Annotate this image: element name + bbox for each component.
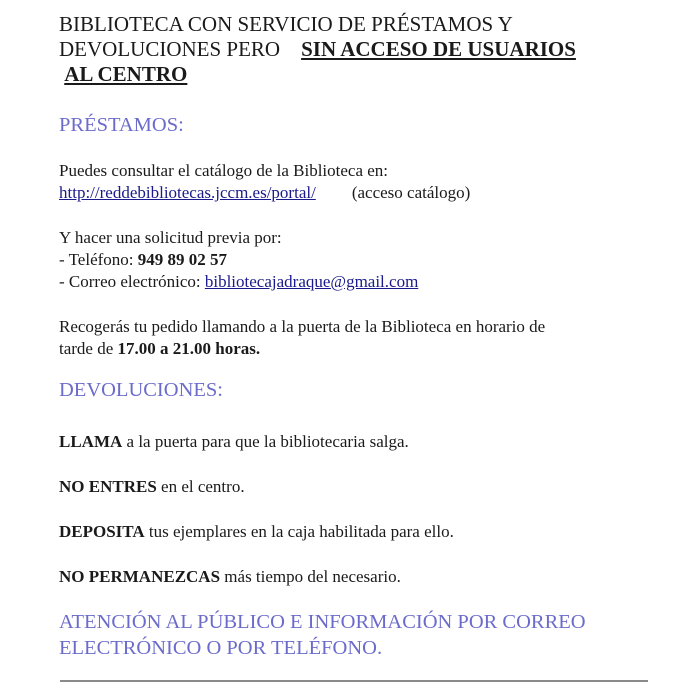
return-item	[59, 431, 409, 453]
return-item-bold: LLAMA	[59, 432, 123, 451]
title-line-2	[59, 37, 576, 62]
title-emphasis-2: AL CENTRO	[64, 62, 188, 86]
phone-line	[59, 249, 418, 271]
phone-label: - Teléfono:	[59, 250, 134, 269]
title-line-3	[59, 62, 576, 87]
return-item-bold: NO ENTRES	[59, 477, 157, 496]
email-label: - Correo electrónico:	[59, 272, 201, 291]
pickup-text-2: tarde de	[59, 339, 114, 358]
document-title	[59, 12, 576, 87]
email-line	[59, 271, 418, 293]
pickup-text: Recogerás tu pedido llamando a la puerta de la Biblioteca en horario de	[59, 317, 546, 336]
return-item-bold: DEPOSITA	[59, 522, 145, 541]
heading-devoluciones: DEVOLUCIONES:	[59, 379, 223, 401]
footer-line-1: ATENCIÓN AL PÚBLICO E INFORMACIÓN POR CORREO	[59, 611, 586, 633]
horizontal-divider	[60, 680, 648, 682]
return-item-text: en el centro.	[161, 477, 245, 496]
pickup-paragraph	[59, 316, 545, 360]
title-plain: DEVOLUCIONES PERO	[59, 37, 281, 61]
return-item-text: tus ejemplares en la caja habilitada para ello.	[148, 522, 454, 541]
catalog-text: Puedes consultar el catálogo de la Biblioteca en:	[59, 161, 389, 180]
return-item-text: más tiempo del necesario.	[224, 567, 401, 586]
catalog-note: (acceso catálogo)	[351, 183, 471, 202]
request-intro: Y hacer una solicitud previa por:	[59, 228, 282, 247]
footer-notice	[59, 609, 586, 661]
catalog-paragraph	[59, 160, 470, 204]
heading-prestamos: PRÉSTAMOS:	[59, 114, 184, 136]
request-paragraph	[59, 227, 418, 293]
title-line-1: BIBLIOTECA CON SERVICIO DE PRÉSTAMOS Y	[59, 12, 513, 36]
footer-line-2: ELECTRÓNICO O POR TELÉFONO.	[59, 637, 383, 659]
phone-number: 949 89 02 57	[137, 250, 227, 269]
return-item-text: a la puerta para que la bibliotecaria salga.	[126, 432, 409, 451]
catalog-link[interactable]: http://reddebibliotecas.jccm.es/portal/	[59, 183, 316, 202]
email-link[interactable]: bibliotecajadraque@gmail.com	[204, 272, 419, 291]
title-emphasis: SIN ACCESO DE USUARIOS	[301, 37, 576, 61]
return-item	[59, 521, 454, 543]
pickup-hours: 17.00 a 21.00 horas.	[117, 339, 261, 358]
return-item	[59, 476, 245, 498]
return-item	[59, 566, 401, 588]
return-item-bold: NO PERMANEZCAS	[59, 567, 221, 586]
